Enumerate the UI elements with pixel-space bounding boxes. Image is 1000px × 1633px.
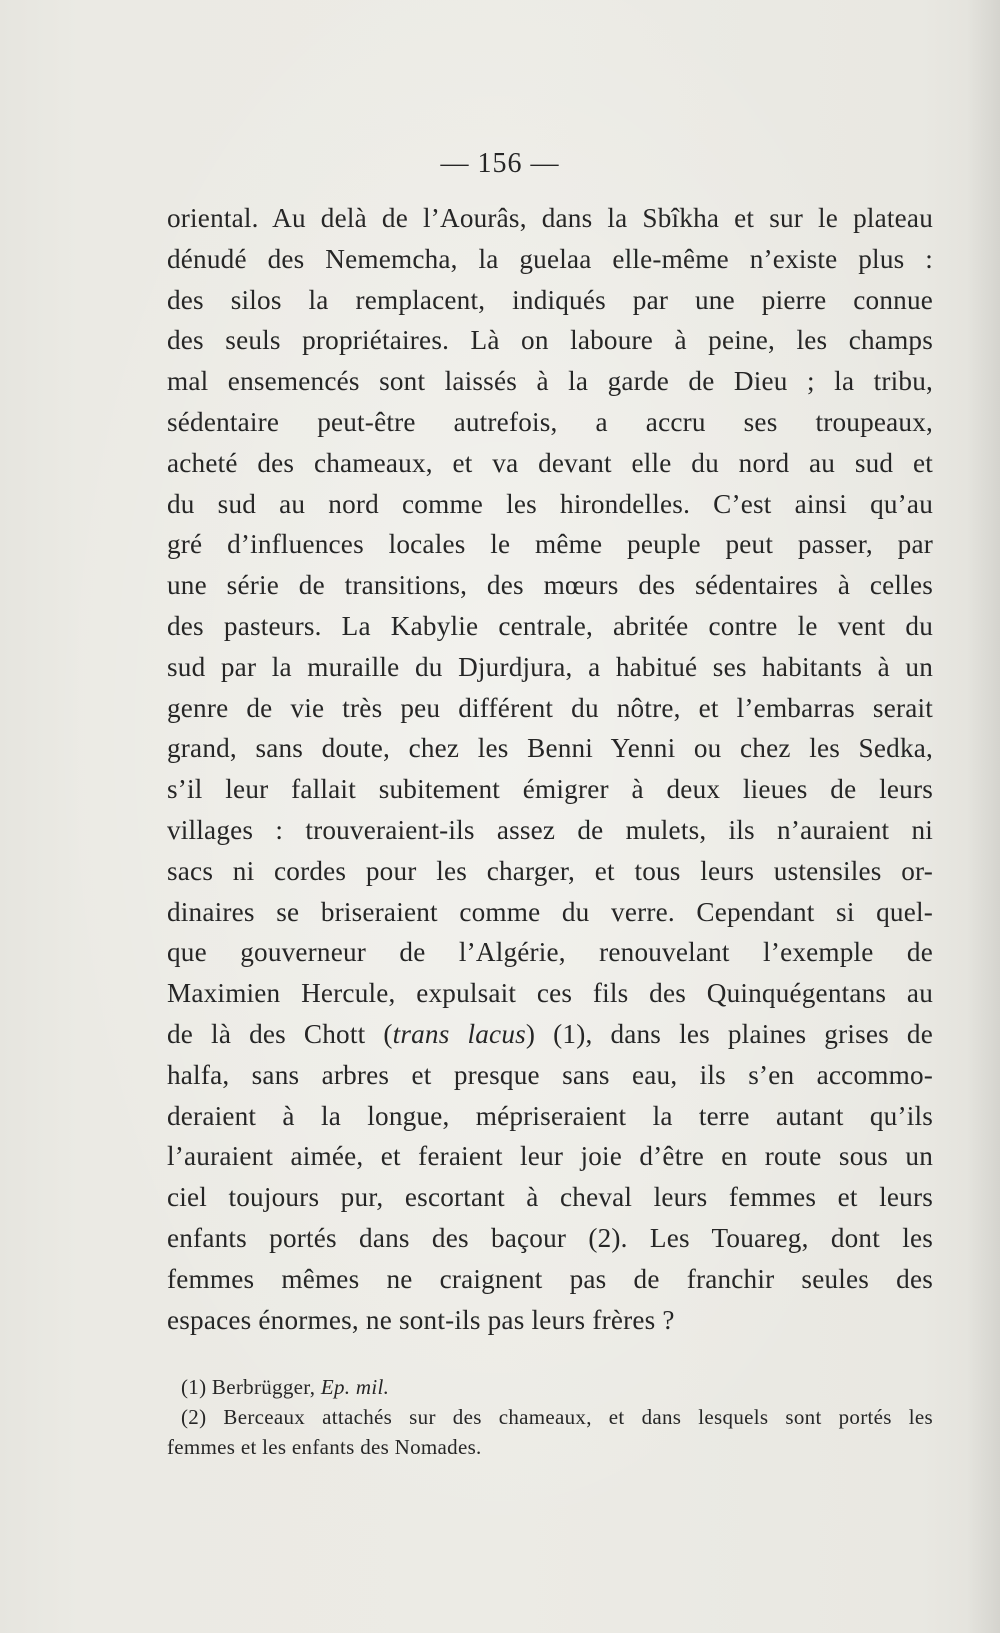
page-number: — 156 — [440,148,560,179]
text-line: des silos la remplacent, indiqués par une pierre connue [167,284,933,315]
text-line: des seuls propriétaires. Là on laboure à peine, les champs [167,325,933,356]
text-line: mal ensemencés sont laissés à la garde de Dieu ; la tribu, [167,366,933,397]
text-line: des pasteurs. La Kabylie centrale, abritée contre le vent du [167,610,933,641]
text-line: dinaires se briseraient comme du verre. Cependant si quel- [167,896,933,927]
footnote-2-line-2: femmes et les enfants des Nomades. [167,1435,482,1459]
text-line: l’auraient aimée, et feraient leur joie d’être en route sous un [167,1141,933,1172]
text-line: enfants portés dans des baçour (2). Les Touareg, dont les [167,1222,933,1253]
text-line: que gouverneur de l’Algérie, renouvelant l’exemple de [167,937,933,968]
text-line: femmes mêmes ne craignent pas de franchir seules des [167,1263,933,1294]
text-line-with-italic [167,1014,933,1055]
footnotes [167,1372,933,1462]
text-segment: de là des Chott ( [167,1018,393,1049]
body-text [167,198,933,1340]
text-line: acheté des chameaux, et va devant elle du nord au sud et [167,447,933,478]
text-line: sédentaire peut-être autrefois, a accru ses troupeaux, [167,406,933,437]
text-line: gré d’influences locales le même peuple peut passer, par [167,529,933,560]
text-line: espaces énormes, ne sont-ils pas leurs frères ? [167,1304,675,1335]
footnote-1 [167,1372,933,1402]
text-segment: ) (1), dans les plaines grises de [525,1018,933,1049]
text-line: Maximien Hercule, expulsait ces fils des Quinquégentans au [167,978,933,1009]
text-line: deraient à la longue, mépriseraient la terre autant qu’ils [167,1100,933,1131]
text-line: dénudé des Nememcha, la guelaa elle-même n’existe plus : [167,243,933,274]
text-line: genre de vie très peu différent du nôtre, et l’embarras serait [167,692,933,723]
text-line: sud par la muraille du Djurdjura, a habitué ses habitants à un [167,651,933,682]
text-line: s’il leur fallait subitement émigrer à deux lieues de leurs [167,774,933,805]
page-edge-shadow [966,0,1000,1633]
text-line: villages : trouveraient-ils assez de mulets, ils n’auraient ni [167,814,933,845]
text-line: halfa, sans arbres et presque sans eau, ils s’en accommo- [167,1059,933,1090]
footnote-2-line-1: (2) Berceaux attachés sur des chameaux, et dans lesquels sont portés les [181,1405,933,1429]
text-line: sacs ni cordes pour les charger, et tous leurs ustensiles or- [167,855,933,886]
text-line: une série de transitions, des mœurs des sédentaires à celles [167,570,933,601]
text-line: oriental. Au delà de l’Aourâs, dans la Sbîkha et sur le plateau [167,203,933,233]
text-line: du sud au nord comme les hirondelles. C’est ainsi qu’au [167,488,933,519]
footnote-1-label: (1) Berbrügger, [181,1375,321,1399]
text-line: ciel toujours pur, escortant à cheval leurs femmes et leurs [167,1182,933,1213]
text-line: grand, sans doute, chez les Benni Yenni ou chez les Sedka, [167,733,933,764]
footnote-1-italic: Ep. mil. [320,1375,390,1399]
italic-phrase: trans lacus [392,1018,526,1049]
